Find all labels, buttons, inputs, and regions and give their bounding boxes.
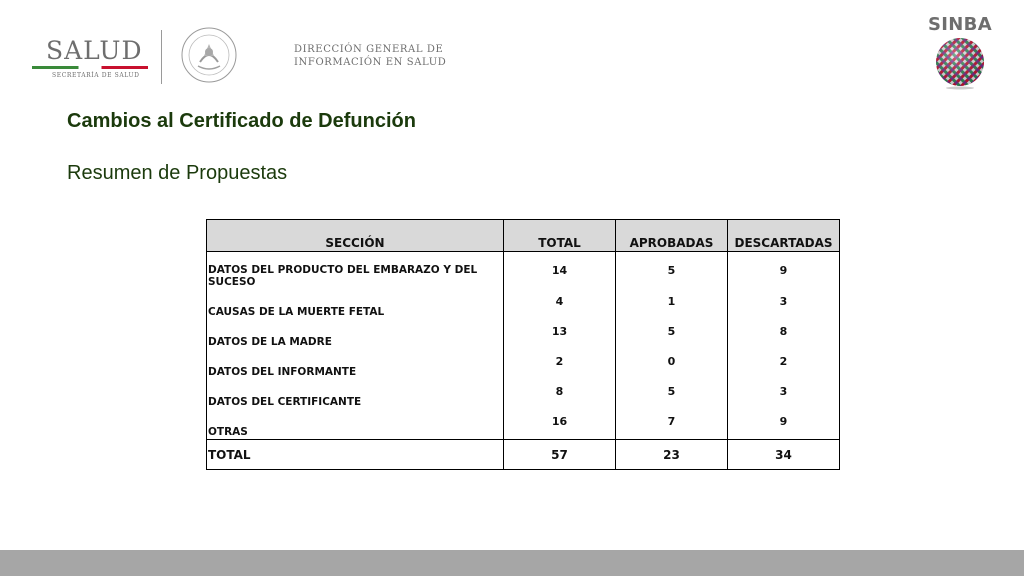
table-row [207, 409, 840, 440]
row-section: OTRAS [207, 409, 504, 440]
dgis-logo-text [294, 44, 446, 69]
table-row [207, 379, 840, 409]
page-title: Cambios al Certificado de Defunción [67, 110, 416, 132]
sinba-logo-icon [933, 36, 987, 90]
salud-logo-bar [32, 66, 148, 69]
row-section: DATOS DE LA MADRE [207, 319, 504, 349]
dgis-line-1: DIRECCIÓN GENERAL DE [294, 44, 444, 55]
row-section: CAUSAS DE LA MUERTE FETAL [207, 289, 504, 319]
header-descartadas: DESCARTADAS [728, 220, 840, 252]
row-total: 8 [504, 379, 616, 409]
table-row [207, 349, 840, 379]
row-descartadas: 9 [728, 409, 840, 440]
row-aprobadas: 5 [616, 252, 728, 290]
row-descartadas: 3 [728, 289, 840, 319]
total-descartadas: 34 [728, 440, 840, 470]
total-label: TOTAL [207, 440, 504, 470]
row-descartadas: 9 [728, 252, 840, 290]
header-seccion: SECCIÓN [207, 220, 504, 252]
row-section: DATOS DEL INFORMANTE [207, 349, 504, 379]
salud-logo-word: SALUD [46, 36, 143, 65]
total-aprobadas: 23 [616, 440, 728, 470]
row-aprobadas: 5 [616, 379, 728, 409]
page-subtitle: Resumen de Propuestas [67, 162, 288, 184]
header-aprobadas: APROBADAS [616, 220, 728, 252]
table-row [207, 289, 840, 319]
row-total: 16 [504, 409, 616, 440]
row-total: 14 [504, 252, 616, 290]
dgis-line-2: INFORMACIÓN EN SALUD [294, 56, 447, 68]
table-row [207, 319, 840, 349]
row-descartadas: 3 [728, 379, 840, 409]
row-descartadas: 2 [728, 349, 840, 379]
row-aprobadas: 5 [616, 319, 728, 349]
row-total: 4 [504, 289, 616, 319]
row-aprobadas: 1 [616, 289, 728, 319]
table-row [207, 252, 840, 290]
footer-bar [0, 550, 1024, 576]
sinba-title: SINBA [928, 14, 992, 35]
row-descartadas: 8 [728, 319, 840, 349]
row-aprobadas: 0 [616, 349, 728, 379]
header-divider [161, 30, 162, 84]
proposals-summary-table [206, 219, 840, 470]
table-header-row [207, 220, 840, 252]
row-section: DATOS DEL CERTIFICANTE [207, 379, 504, 409]
header-total: TOTAL [504, 220, 616, 252]
row-total: 2 [504, 349, 616, 379]
row-section: DATOS DEL PRODUCTO DEL EMBARAZO Y DEL SUCESO [207, 252, 504, 290]
total-total: 57 [504, 440, 616, 470]
row-total: 13 [504, 319, 616, 349]
salud-logo [32, 36, 148, 80]
row-aprobadas: 7 [616, 409, 728, 440]
salud-logo-subtitle: SECRETARÍA DE SALUD [52, 72, 140, 79]
mexico-seal-icon [180, 26, 238, 84]
table-total-row [207, 440, 840, 470]
